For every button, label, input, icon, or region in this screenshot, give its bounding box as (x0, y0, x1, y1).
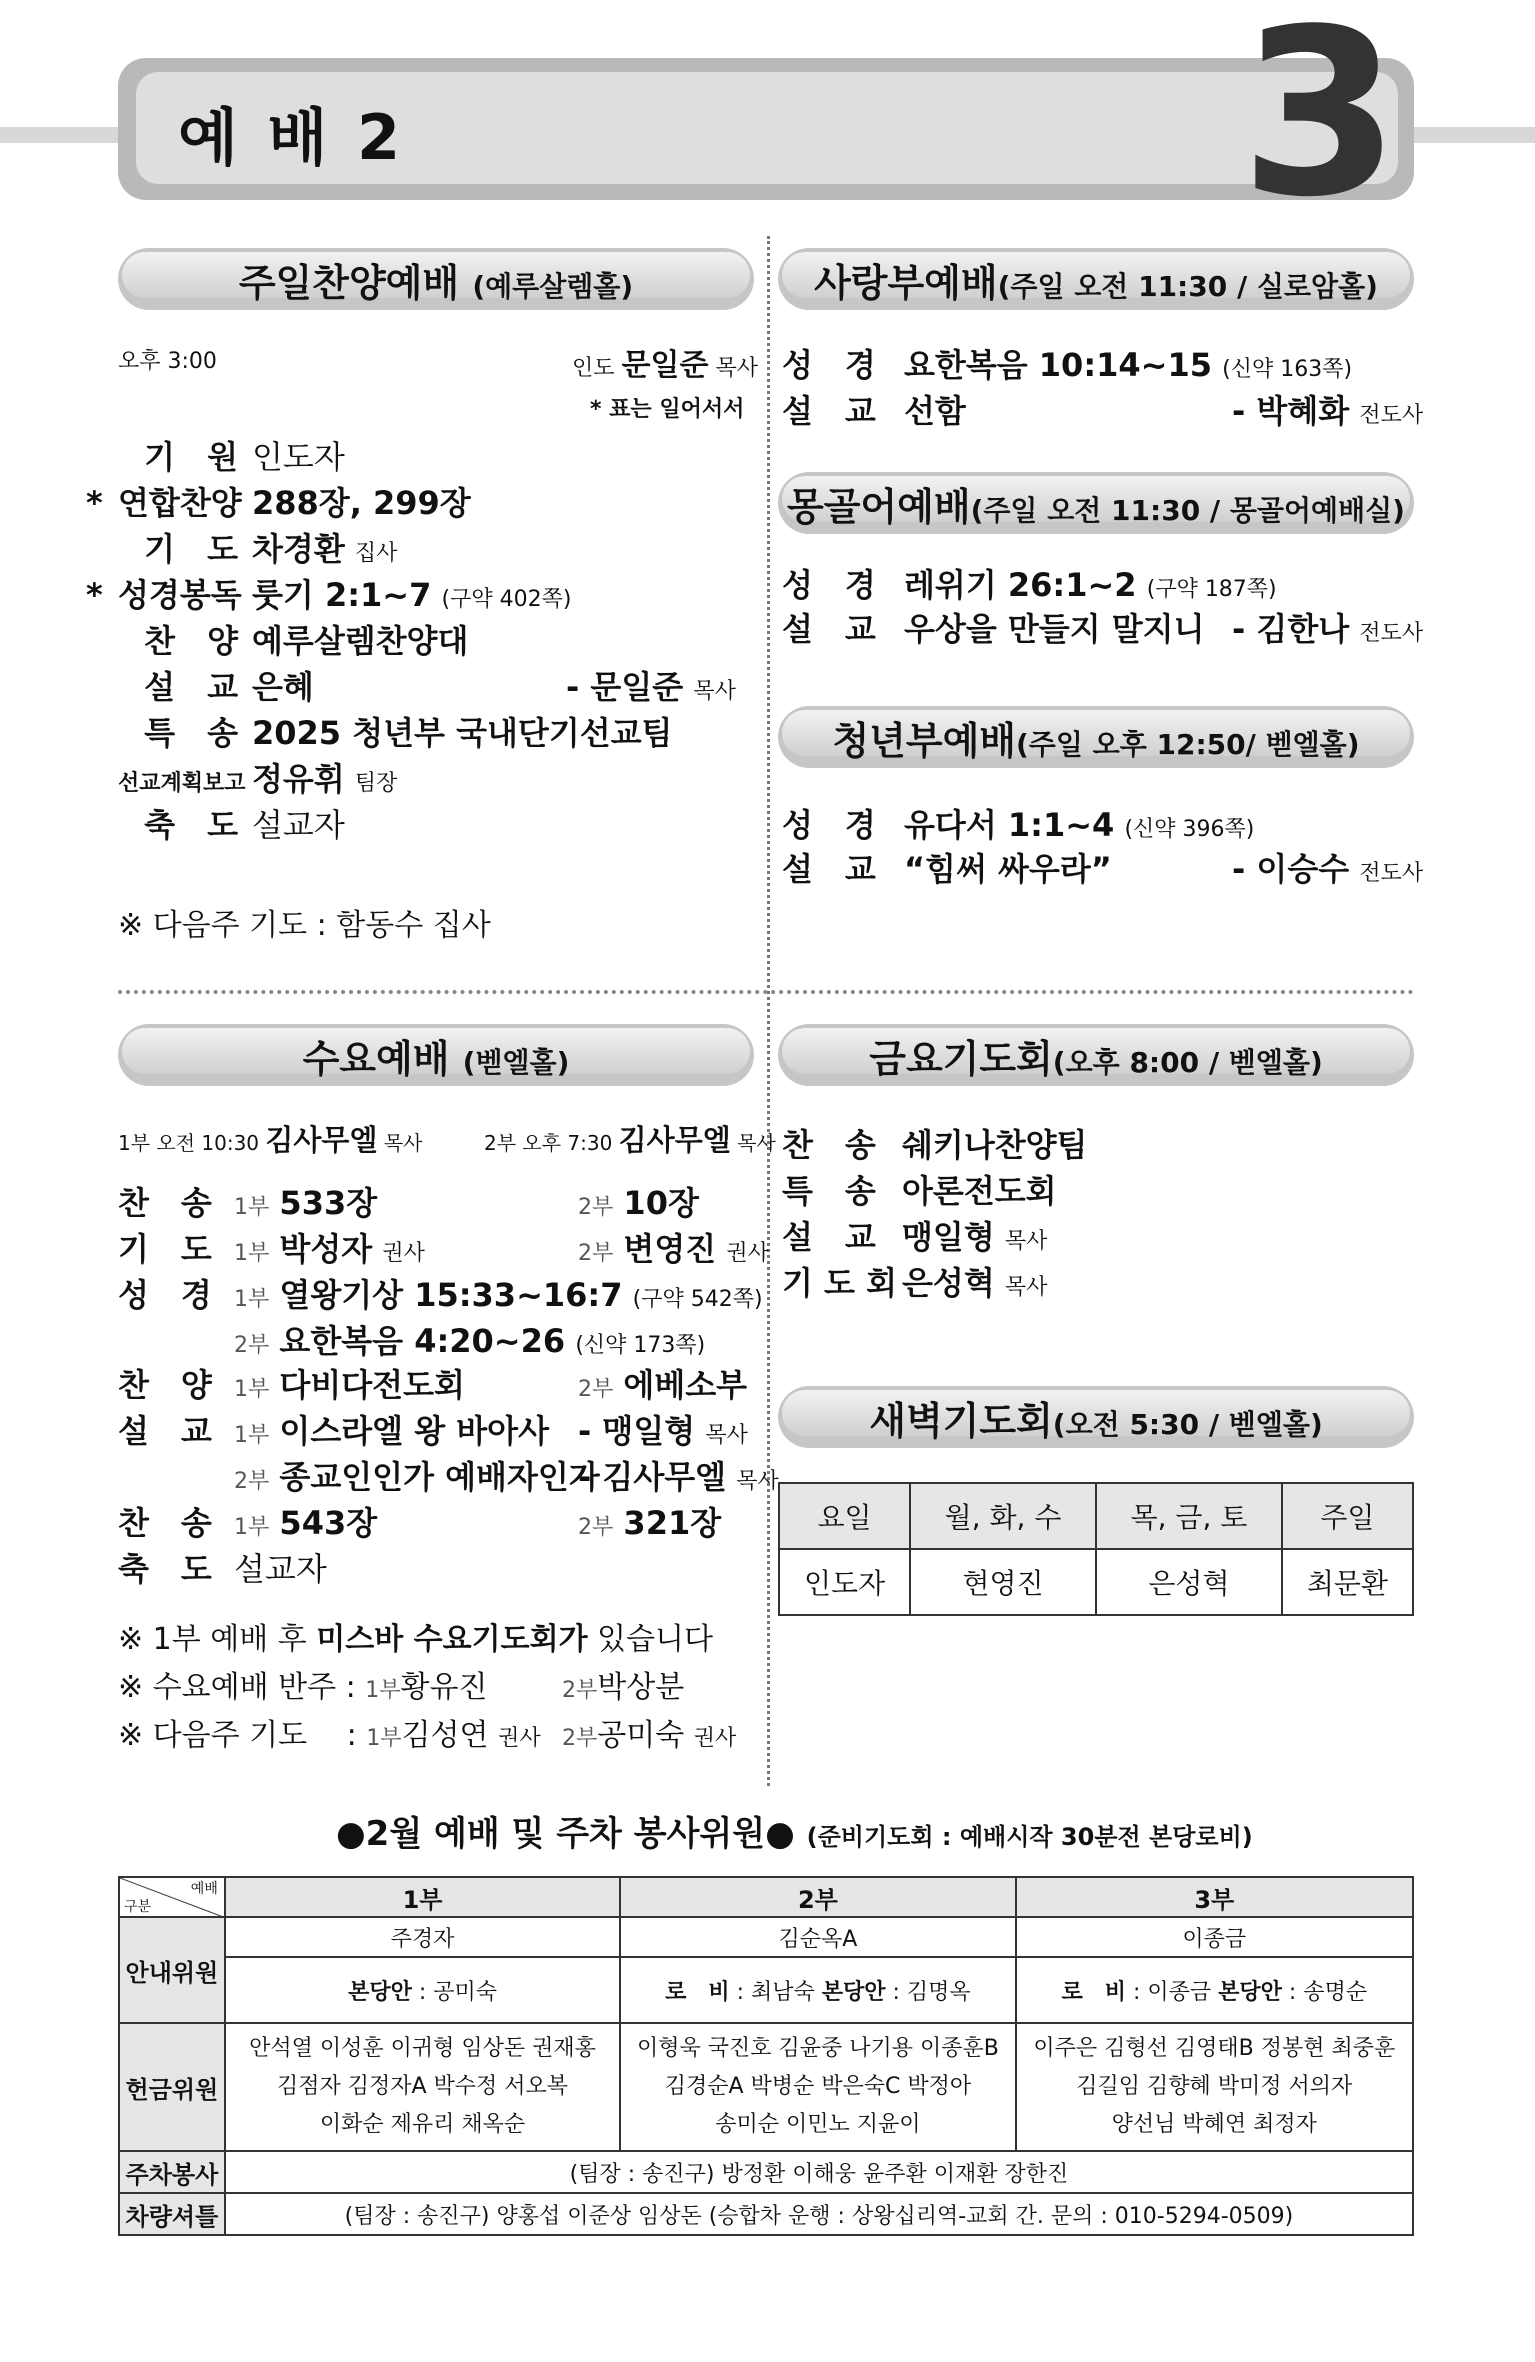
item-label: 성경봉독 (118, 576, 242, 614)
standing-note: * 표는 일어서서 (590, 397, 745, 422)
friday-header: 금요기도회(오후 8:00 / 벧엘홀) (778, 1024, 1414, 1086)
friday-item: 설 교 맹일형 목사 (782, 1218, 1048, 1256)
guide-detail-1: 본당안 : 공미숙 (225, 1957, 620, 2023)
sunday-item (86, 616, 468, 662)
wednesday-note-3b: 2부공미숙 권사 (562, 1718, 737, 1753)
guide-1: 주경자 (225, 1917, 620, 1957)
sunday-leader: 인도 문일준 목사 (572, 348, 758, 383)
mongol-sermon: 설 교 우상을 만들지 말지니 (782, 610, 1205, 648)
wednesday-first-leader: 1부 오전 10:30 김사무엘 목사 (118, 1123, 423, 1157)
wednesday-note-2: ※ 수요예배 반주 : 1부황유진 (118, 1670, 488, 1705)
dawn-leader-1: 현영진 (910, 1549, 1096, 1615)
item-suffix: 집사 (354, 541, 398, 566)
item-label: 설 교 (144, 668, 238, 706)
item-label: 연합찬양 (118, 484, 242, 522)
bullet-icon: ● (765, 1814, 795, 1854)
item-label: 기 도 (144, 530, 238, 568)
wednesday-note-2b: 2부박상분 (562, 1670, 685, 1705)
sunday-item (86, 800, 345, 846)
love-dept-header: 사랑부예배(주일 오전 11:30 / 실로암홀) (778, 248, 1414, 310)
item-value: 예루살렘찬양대 (252, 622, 469, 660)
dawn-header: 새벽기도회(오전 5:30 / 벧엘홀) (778, 1386, 1414, 1448)
item-label: 찬 양 (144, 622, 238, 660)
sunday-item (86, 708, 672, 754)
guide-row-1 (119, 1917, 1413, 1957)
sunday-time: 오후 3:00 (118, 349, 217, 374)
volunteers-title: ●2월 예배 및 주차 봉사위원● (준비기도회 : 예배시작 30분전 본당로비) (336, 1814, 1253, 1854)
love-sermon: 설 교 선함 (782, 392, 966, 430)
love-preacher: - 박혜화 전도사 (1232, 392, 1424, 430)
sunday-item (86, 570, 571, 616)
dawn-leader-2: 은성혁 (1096, 1549, 1282, 1615)
wednesday-item: 기 도 1부 박성자 권사 (118, 1230, 425, 1268)
page-title: 예 배 2 (178, 101, 405, 174)
wednesday-second-leader: 2부 오후 7:30 김사무엘 목사 (484, 1123, 776, 1157)
friday-item: 기 도 회 은성혁 목사 (782, 1264, 1048, 1302)
mongol-header: 몽골어예배(주일 오전 11:30 / 몽골어예배실) (778, 472, 1414, 534)
dawn-leader-label: 인도자 (779, 1549, 910, 1615)
offering-row (119, 2023, 1413, 2151)
wednesday-item: 성 경 1부 열왕기상 15:33~16:7 (구약 542쪽) (118, 1276, 763, 1314)
guide-label: 안내위원 (119, 1917, 225, 2023)
item-value: 인도자 (252, 438, 345, 476)
sunday-item-preacher: - 문일준 목사 (566, 668, 736, 706)
guide-detail-2: 로 비 : 최남숙 본당안 : 김명옥 (620, 1957, 1015, 2023)
offering-2: 이형욱 국진호 김윤중 나기용 이종훈B 김경순A 박병순 박은숙C 박정아 송미순 이민노 지윤이 (620, 2023, 1015, 2151)
wednesday-header: 수요예배 (벧엘홀) (118, 1024, 754, 1086)
wednesday-item-preacher: - 맹일형 목사 (578, 1412, 748, 1450)
sunday-item (86, 432, 345, 478)
sunday-item (86, 524, 397, 570)
dawn-col-2: 목, 금, 토 (1096, 1483, 1282, 1549)
item-label: 특 송 (144, 714, 238, 752)
col-1: 1부 (225, 1877, 620, 1917)
youth-header: 청년부예배(주일 오후 12:50/ 벧엘홀) (778, 706, 1414, 768)
love-scripture: 성 경 요한복음 10:14~15 (신약 163쪽) (782, 346, 1353, 384)
wednesday-item-2: 2부 에베소부 (578, 1366, 748, 1404)
mongol-scripture: 성 경 레위기 26:1~2 (구약 187쪽) (782, 566, 1277, 604)
horizontal-divider (118, 990, 1414, 994)
sunday-praise-header: 주일찬양예배 (예루살렘홀) (118, 248, 754, 310)
dawn-col-3: 주일 (1282, 1483, 1413, 1549)
shuttle-row (119, 2193, 1413, 2235)
parking-label: 주차봉사 (119, 2151, 225, 2193)
wednesday-item-2: 2부 10장 (578, 1184, 699, 1222)
item-value: 2025 청년부 국내단기선교팀 (252, 714, 673, 752)
offering-1: 안석열 이성훈 이귀형 임상돈 권재홍 김점자 김정자A 박수정 서오복 이화순 제유리 채옥순 (225, 2023, 620, 2151)
wednesday-item: 찬 송 1부 543장 (118, 1504, 378, 1542)
item-mark: * (86, 576, 103, 614)
guide-detail-3: 로 비 : 이종금 본당안 : 송명순 (1016, 1957, 1413, 2023)
dawn-col-1: 월, 화, 수 (910, 1483, 1096, 1549)
guide-2: 김순옥A (620, 1917, 1015, 1957)
dawn-col-day: 요일 (779, 1483, 910, 1549)
volunteers-header-row (119, 1877, 1413, 1917)
wednesday-item-2: 2부 321장 (578, 1504, 722, 1542)
parking-row (119, 2151, 1413, 2193)
item-label: 기 원 (144, 438, 238, 476)
vertical-divider (767, 236, 770, 1786)
wednesday-item-preacher: - 김사무엘 목사 (578, 1458, 779, 1496)
offering-label: 헌금위원 (119, 2023, 225, 2151)
col-2: 2부 (620, 1877, 1015, 1917)
mongol-preacher: - 김한나 전도사 (1232, 610, 1424, 648)
corner-cell: 예배 구분 (119, 1877, 225, 1917)
item-value: 288장, 299장 (252, 484, 471, 522)
sunday-next-week: ※ 다음주 기도 : 함동수 집사 (118, 908, 491, 943)
shuttle-label: 차량셔틀 (119, 2193, 225, 2235)
parking-value: (팀장 : 송진구) 방정환 이해웅 윤주환 이재환 장한진 (225, 2151, 1413, 2193)
friday-item: 찬 송 쉐키나찬양팀 (782, 1126, 1088, 1164)
guide-3: 이종금 (1016, 1917, 1413, 1957)
item-value: 정유휘 (252, 760, 345, 798)
wednesday-note-3: ※ 다음주 기도 : 1부김성연 권사 (118, 1718, 541, 1753)
wednesday-item: 설 교 1부 이스라엘 왕 바아사 (118, 1412, 549, 1450)
sunday-item (86, 754, 397, 800)
wednesday-item: 축 도 설교자 (118, 1550, 327, 1588)
shuttle-value: (팀장 : 송진구) 양홍섭 이준상 임상돈 (승합차 운행 : 상왕십리역-교회 간. 문의 : 010-5294-0509) (225, 2193, 1413, 2235)
dawn-table (778, 1482, 1414, 1616)
sunday-item (86, 478, 471, 524)
youth-preacher: - 이승수 전도사 (1232, 850, 1424, 888)
sunday-item (86, 662, 314, 708)
wednesday-item: 찬 송 1부 533장 (118, 1184, 378, 1222)
item-suffix: (구약 402쪽) (441, 587, 572, 612)
item-value: 차경환 (252, 530, 345, 568)
wednesday-item: 2부 종교인인가 예배자인가 (234, 1458, 600, 1496)
wednesday-note-1: ※ 1부 예배 후 미스바 수요기도회가 있습니다 (118, 1622, 714, 1657)
item-label: 축 도 (144, 806, 238, 844)
item-label: 선교계획보고 (118, 771, 246, 796)
page-number: 3 (1240, 0, 1401, 248)
item-value: 설교자 (252, 806, 345, 844)
item-value: 룻기 2:1~7 (252, 576, 432, 614)
youth-sermon: 설 교 “힘써 싸우라” (782, 850, 1112, 888)
bullet-icon: ● (336, 1814, 366, 1854)
guide-row-2 (119, 1957, 1413, 2023)
item-value: 은혜 (252, 668, 314, 706)
item-mark: * (86, 484, 103, 522)
col-3: 3부 (1016, 1877, 1413, 1917)
wednesday-item: 찬 양 1부 다비다전도회 (118, 1366, 465, 1404)
wednesday-item-2: 2부 변영진 권사 (578, 1230, 769, 1268)
dawn-header-row (779, 1483, 1413, 1549)
volunteers-table (118, 1876, 1414, 2236)
wednesday-item: 2부 요한복음 4:20~26 (신약 173쪽) (234, 1322, 706, 1360)
dawn-value-row (779, 1549, 1413, 1615)
item-suffix: 팀장 (354, 771, 398, 796)
youth-scripture: 성 경 유다서 1:1~4 (신약 396쪽) (782, 806, 1255, 844)
dawn-leader-3: 최문환 (1282, 1549, 1413, 1615)
offering-3: 이주은 김형선 김영태B 정봉현 최중훈 김길임 김향혜 박미정 서의자 양선님 박혜연 최정자 (1016, 2023, 1413, 2151)
friday-item: 특 송 아론전도회 (782, 1172, 1057, 1210)
